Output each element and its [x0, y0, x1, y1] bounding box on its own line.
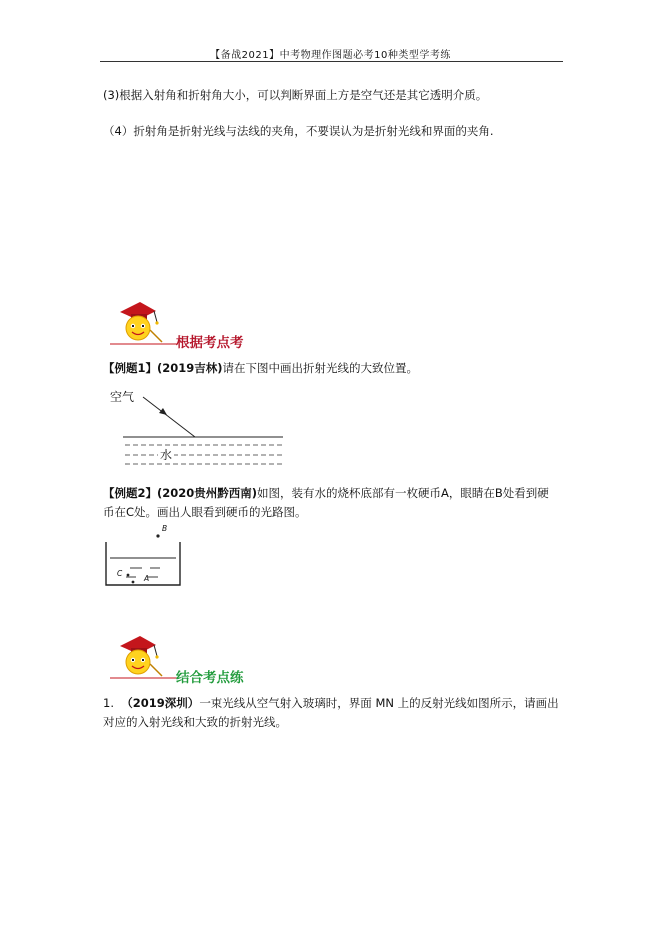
- practice-1-text-1: 一束光线从空气射入玻璃时，界面 MN 上的反射光线如图所示，请画出: [199, 696, 559, 710]
- point-label-b: B: [162, 524, 168, 533]
- point-label-c: C: [117, 569, 123, 578]
- section-title-2: 结合考点练: [176, 670, 244, 686]
- point-3: (3)根据入射角和折射角大小，可以判断界面上方是空气还是其它透明介质。: [103, 88, 488, 102]
- point-label-a: A: [144, 574, 150, 583]
- example-1-line: [103, 359, 418, 377]
- example-2-line-2: 币在C处。画出人眼看到硬币的光路图。: [103, 505, 307, 519]
- header-rule: [100, 61, 563, 62]
- figure-label-air: 空气: [110, 390, 135, 404]
- figure-label-water: 水: [160, 448, 173, 462]
- example-2-tag: 【例题2】: [103, 486, 158, 500]
- practice-1-number: 1.: [103, 696, 114, 710]
- practice-1-line-2: 对应的入射光线和大致的折射光线。: [103, 715, 287, 729]
- example-2-source: (2020贵州黔西南): [157, 486, 258, 500]
- example-2-line-1: [103, 484, 549, 502]
- mascot-icon: [108, 632, 178, 682]
- mascot-icon: [108, 298, 178, 348]
- example-1-tag: 【例题1】: [103, 361, 158, 375]
- example-2-text-1: 如图，装有水的烧杯底部有一枚硬币A，眼睛在B处看到硬: [257, 486, 549, 500]
- section-title-1: 根据考点考: [176, 335, 244, 351]
- practice-1-source: （2019深圳）: [121, 696, 200, 710]
- example-1-text: 请在下图中画出折射光线的大致位置。: [222, 361, 419, 375]
- example-1-source: (2019吉林): [157, 361, 223, 375]
- figure-refraction-air-water: [115, 385, 285, 471]
- page-header: 【备战2021】中考物理作图题必考10种类型学考练: [210, 50, 451, 61]
- point-4: （4）折射角是折射光线与法线的夹角，不要误认为是折射光线和界面的夹角.: [103, 124, 494, 138]
- practice-1-line-1: [103, 694, 559, 712]
